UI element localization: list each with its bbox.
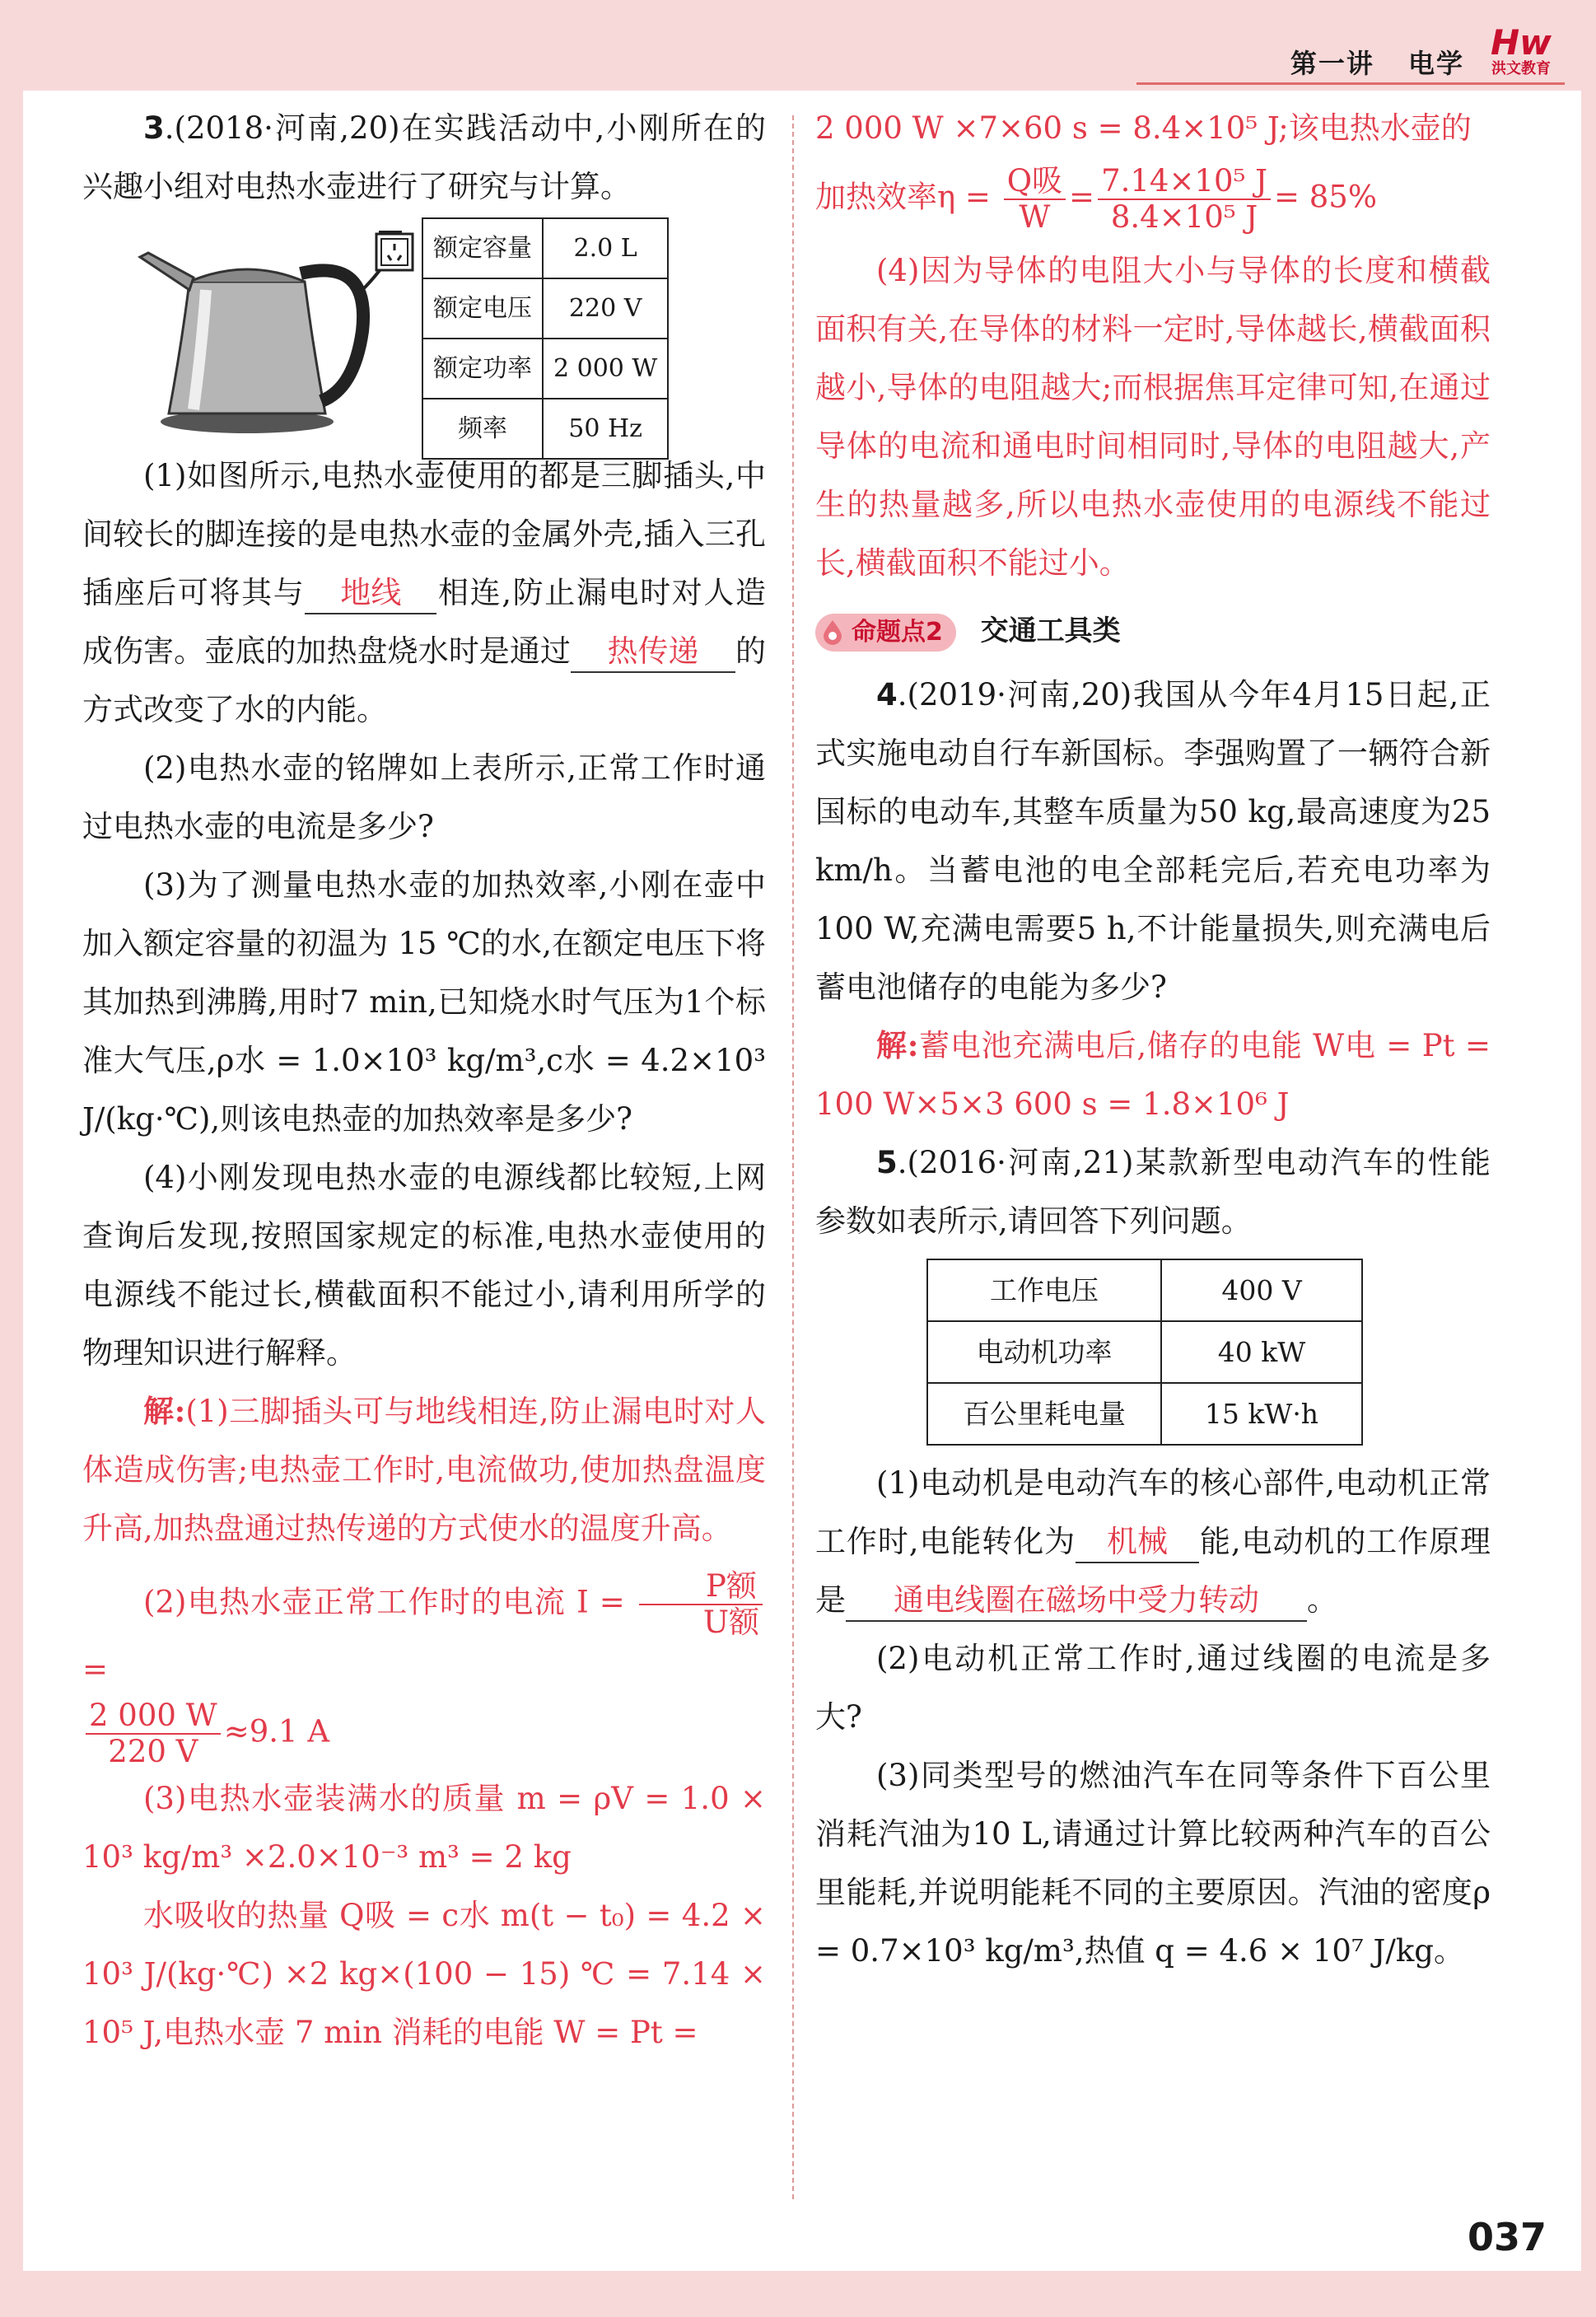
q3-solution-3c: 2 000 W ×7×60 s = 8.4×10⁵ J;该电热水壶的 — [815, 110, 1472, 146]
q3-part3: (3)为了测量电热水壶的加热效率,小刚在壶中加入额定容量的初温为 15 ℃的水,在额定电压下将其加热到沸腾,用时7 min,已知烧水时气压为1个标准大气压,ρ水 = 1.0×10³ kg/m³,c水 = 4.2×10³ J/(kg·℃),则该电热壶的加热效率是多少? — [82, 867, 766, 1137]
answer-blank-2: 热传递 — [571, 632, 735, 673]
page-number: 037 — [1467, 2215, 1547, 2259]
section-title: 交通工具类 — [980, 614, 1121, 647]
answer-blank-3: 机械 — [1076, 1522, 1199, 1563]
q5-part1: (1)电动机是电动汽车的核心部件,电动机正常工作时,电能转化为 机械 能,电动机的工作原理是 通电线圈在磁场中受力转动 。 — [815, 1454, 1491, 1629]
q3-spec-table — [422, 217, 669, 460]
header-rule — [1136, 82, 1565, 85]
q3-solution-2b: $\frac{2 000 W}{220 V}$ ≈9.1 A — [82, 1698, 766, 1769]
chapter-label: 第一讲 — [1290, 48, 1374, 79]
table-row: 电动机功率 40 kW — [927, 1321, 1362, 1383]
publisher-logo — [1476, 22, 1566, 84]
logo-mark: Hw — [1491, 22, 1552, 63]
section-tag: 命题点2 — [815, 614, 956, 652]
q4-solution: 解:蓄电池充满电后,储存的电能 W电 = Pt = 100 W×5×3 600 s = 1.8×10⁶ J — [815, 1027, 1491, 1122]
q3-solution-3d: 加热效率η = $\frac{\text{Q吸}}{W}$ = $\frac{\text{7.14×10⁵ J}}{\text{8.4×10⁵ J}}$ = 85% — [815, 163, 1377, 235]
q3-solution-3a: (3)电热水壶装满水的质量 m = ρV = 1.0 × 10³ kg/m³ ×2.0×10⁻³ m³ = 2 kg — [82, 1781, 766, 1875]
q3-part1: (1)如图所示,电热水壶使用的都是三脚插头,中间较长的脚连接的是电热水壶的金属外壳,插入三孔插座后可将其与 地线 相连,防止漏电时对人造成伤害。壶底的加热盘烧水时是通过 热传递 的方式改变了水的内能。 — [82, 458, 767, 727]
answer-blank-1: 地线 — [305, 573, 436, 614]
q5-part2: (2)电动机正常工作时,通过线圈的电流是多大? — [815, 1641, 1491, 1735]
right-column — [815, 99, 1491, 1980]
fraction: $\frac{\text{P额}}{\text{U额}}$ — [639, 1569, 763, 1640]
table-row: 频率 50 Hz — [422, 399, 668, 459]
q5-perf-table — [926, 1259, 1363, 1446]
q3-solution-4: (4)因为导体的电阻大小与导体的长度和横截面积有关,在导体的材料一定时,导体越长,横截面积越小,导体的电阻越大;而根据焦耳定律可知,在通过导体的电流和通电时间相同时,导体的电阻越大,产生的热量越多,所以电热水壶使用的电源线不能过长,横截面积不能过小。 — [815, 253, 1491, 581]
logo-text: 洪文教育 — [1491, 60, 1551, 77]
bottom-band — [0, 2271, 1596, 2317]
section-heading — [815, 600, 1491, 661]
table-row: 百公里耗电量 15 kW·h — [927, 1383, 1362, 1445]
q3-part4: (4)小刚发现电热水壶的电源线都比较短,上网查询后发现,按照国家规定的标准,电热水壶使用的电源线不能过长,横截面积不能过小,请利用所学的物理知识进行解释。 — [82, 1160, 766, 1371]
q3-number: 3 — [143, 110, 165, 146]
subject-label: 电学 — [1407, 48, 1464, 79]
q4-text: 4.(2019·河南,20)我国从今年4月15日起,正式实施电动自行车新国标。李强购置了一辆符合新国标的电动车,其整车质量为50 kg,最高速度为25 km/h。当蓄电池的电全部耗完后,若充电功率为 100 W,充满电需要5 h,不计能量损失,则充满电后蓄电池储存的电能为多少? — [815, 677, 1491, 1005]
q4-number: 4 — [876, 677, 898, 712]
kettle-illustration-icon — [132, 224, 404, 438]
q3-solution-1: 解:(1)三脚插头可与地线相连,防止漏电时对人体造成伤害;电热壶工作时,电流做功,使加热盘温度升高,加热盘通过热传递的方式使水的温度升高。 — [82, 1393, 766, 1546]
fraction: $\frac{\text{7.14×10⁵ J}}{\text{8.4×10⁵ J}}$ — [1098, 164, 1271, 235]
table-row: 额定容量 2.0 L — [422, 218, 668, 278]
left-band — [0, 0, 23, 2317]
q3-part2: (2)电热水壶的铭牌如上表所示,正常工作时通过电热水壶的电流是多少? — [82, 750, 766, 844]
solution-label: 解: — [876, 1027, 919, 1063]
socket-icon — [375, 232, 414, 272]
solution-label: 解: — [143, 1393, 186, 1429]
answer-blank-4: 通电线圈在磁场中受力转动 — [846, 1581, 1307, 1622]
fraction: $\frac{\text{Q吸}}{W}$ — [1004, 164, 1066, 235]
q3-figure — [82, 224, 766, 446]
left-column — [82, 99, 766, 2062]
table-row: 额定功率 2 000 W — [422, 339, 668, 399]
drop-icon — [822, 619, 843, 645]
q5-intro: 5.(2016·河南,21)某款新型电动汽车的性能参数如表所示,请回答下列问题。 — [815, 1145, 1491, 1239]
table-row: 额定电压 220 V — [422, 278, 668, 339]
table-row: 工作电压 400 V — [927, 1259, 1362, 1321]
q3-solution-3b: 水吸收的热量 Q吸 = c水 m(t − t₀) = 4.2 × 10³ J/(kg·℃) ×2 kg×(100 − 15) ℃ = 7.14 × 10⁵ J,电热水壶 7 min 消耗的电能 W = Pt = — [82, 1898, 766, 2050]
q5-part3: (3)同类型号的燃油汽车在同等条件下百公里消耗汽油为10 L,请通过计算比较两种汽车的百公里能耗,并说明能耗不同的主要原因。汽油的密度ρ = 0.7×10³ kg/m³,热值 q = 4.6 × 10⁷ J/kg。 — [815, 1758, 1491, 1969]
fraction: $\frac{2 000 W}{220 V}$ — [86, 1698, 221, 1769]
running-header — [1267, 43, 1464, 81]
right-band — [1581, 0, 1596, 2317]
q3-solution-2: (2)电热水壶正常工作时的电流 I = $\frac{\text{P额}}{\text{U额}}$ = — [82, 1569, 766, 1698]
column-divider — [792, 115, 794, 2199]
q5-number: 5 — [876, 1145, 898, 1180]
q3-intro: 3.(2018·河南,20)在实践活动中,小刚所在的兴趣小组对电热水壶进行了研究与计算。 — [82, 110, 766, 204]
